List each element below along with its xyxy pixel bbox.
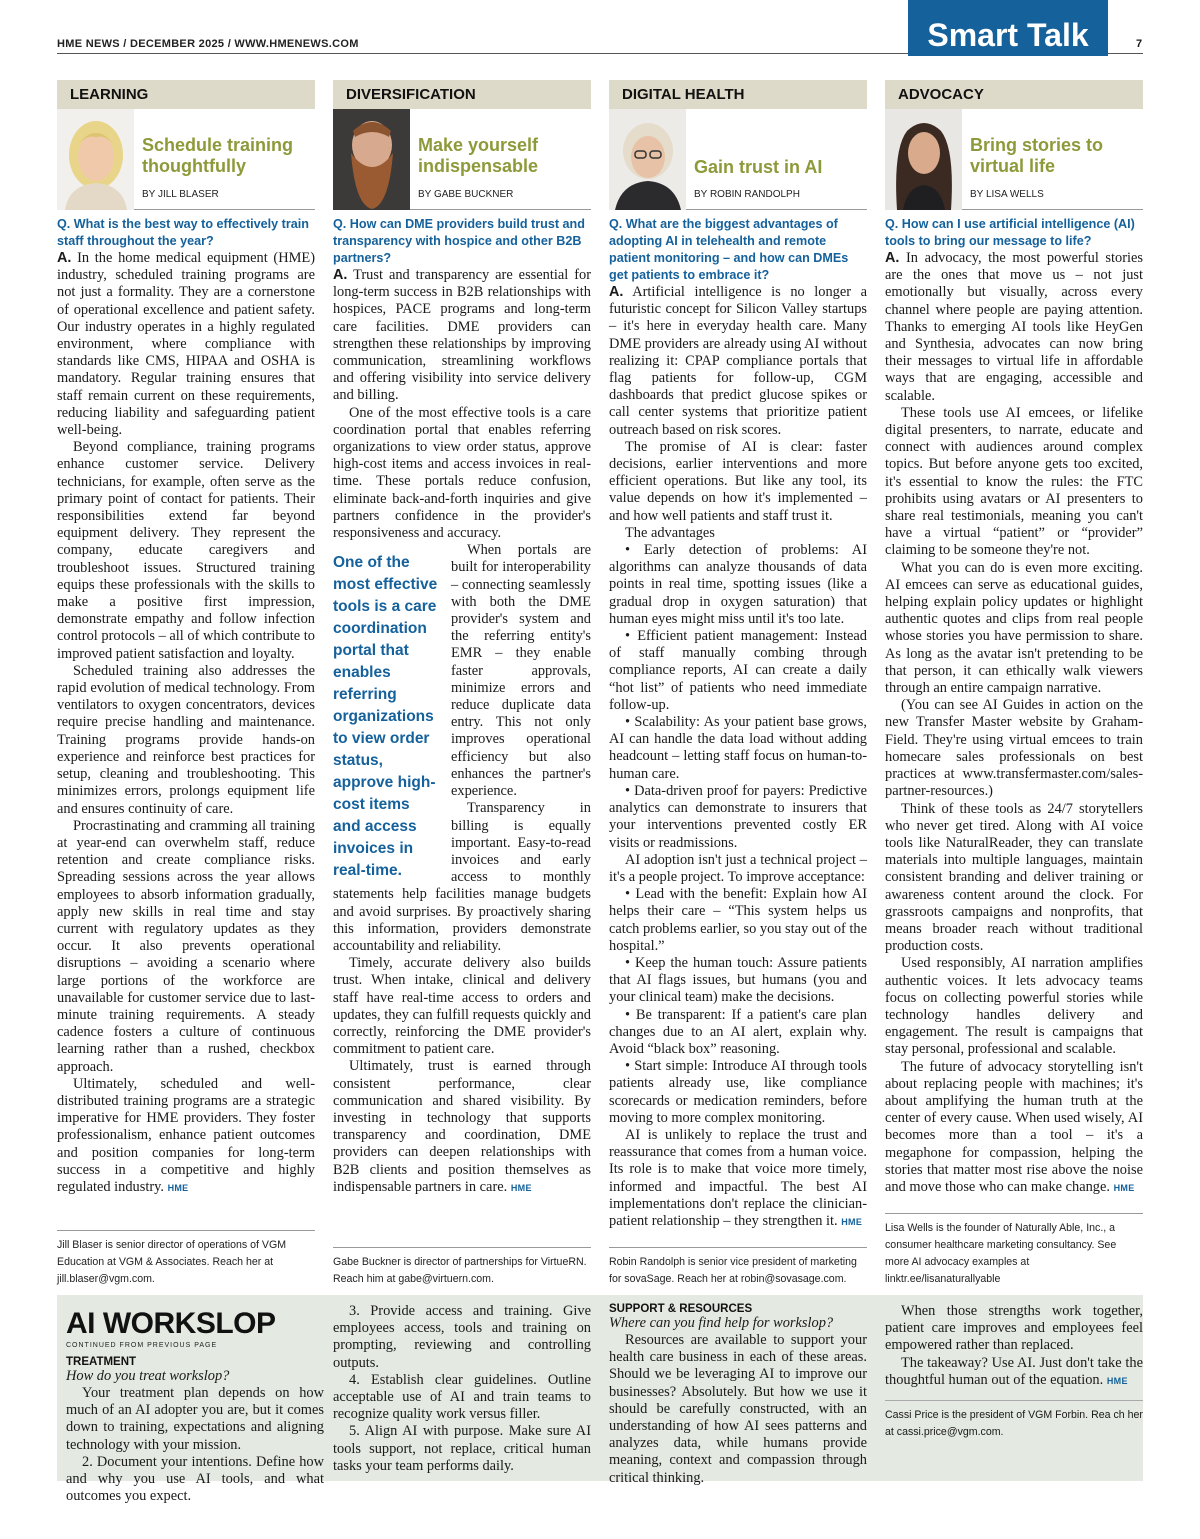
- paragraph: (You can see AI Guides in action on the new Transfer Master website by Graham-Field. They're using virtual emcees to train homecare sales professionals on best practices at www.transfermaster.com/sales-partner-resources.): [885, 697, 1143, 800]
- hme-end-mark: HME: [841, 1216, 863, 1227]
- article-headline: Make yourself indispensable: [418, 135, 539, 176]
- author-bio: Gabe Buckner is director of partnerships for VirtueRN. Reach him at gabe@virtuern.com.: [333, 1247, 591, 1288]
- article-header: [885, 109, 1143, 210]
- paragraph: 5. Align AI with purpose. Make sure AI tools support, not replace, critical human tasks your team performs daily.: [333, 1423, 591, 1474]
- workslop-box: [57, 1295, 1143, 1505]
- hme-end-mark: HME: [1113, 1182, 1135, 1193]
- paragraph: Ultimately, scheduled and well-distributed training programs are a strategic imperative for HME providers. They foster professionalism, enhance patient outcomes and position companies for long-term success in a competitive and highly regulated industry.: [57, 1075, 315, 1195]
- subhead-question: Where can you find help for workslop?: [609, 1315, 834, 1331]
- paragraph: • Efficient patient management: Instead of staff manually combing through compliance reports, AI can create a daily “hot list” of patients who need immediate follow-up.: [609, 628, 867, 713]
- workslop-title: AI WORKSLOP: [66, 1307, 276, 1340]
- paragraph: • Start simple: Introduce AI through tools patients already use, like compliance scorecards or medication reminders, before moving to more complex monitoring.: [609, 1058, 867, 1126]
- article-body: [609, 284, 867, 1231]
- paragraph: Ultimately, trust is earned through consistent performance, clear communication and shared visibility. By investing in technology that supports transparency and coordination, DME providers can deepen relationships with B2B clients and position themselves as indispensable partners in care.: [333, 1058, 591, 1195]
- paragraph: • Data-driven proof for payers: Predictive analytics can demonstrate to insurers that your interventions prevented costly ER visits or readmissions.: [609, 782, 867, 851]
- article-headline: Bring stories to virtual life: [970, 135, 1104, 176]
- article-headline: Gain trust in AI: [694, 157, 823, 177]
- author-photo: [57, 109, 134, 210]
- pull-quote: One of the most effective tools is a care coordination portal that enables referring organizations to view order status, approve high-cost items and access invoices in real-time.: [333, 554, 438, 880]
- paragraph: What you can do is even more exciting. AI emcees can serve as educational guides, helping explain policy updates or highlight authentic quotes and clips from real people whose stories you have permission to share. As long as the avatar isn't pretending to be that person, it can ethically walk viewers through an entire campaign narrative.: [885, 559, 1143, 697]
- category-label: LEARNING: [57, 80, 315, 109]
- author-bio: Jill Blaser is senior director of operations of VGM Education at VGM & Associates. Reach her at jill.blaser@vgm.com.: [57, 1230, 315, 1288]
- category-label: DIGITAL HEALTH: [609, 80, 867, 109]
- section-banner: Smart Talk: [908, 0, 1108, 56]
- article-body: [885, 250, 1143, 1197]
- paragraph: In advocacy, the most powerful stories are the ones that move us – not just emotionally but visually, across every channel where people are paying attention. Thanks to emerging AI tools like HeyGen and Synthesia, advocates can now bring their messages to virtual life in affordable ways that are engaging, accessible and scalable.: [885, 250, 1143, 404]
- paragraph: AI is unlikely to replace the trust and reassurance that comes from a human voice. Its role is to make that voice more timely, informed and impactful. The best AI implementations don't replace the clinician-patient relationship – they strengthen it.: [609, 1126, 867, 1229]
- paragraph: Artificial intelligence is no longer a futuristic concept for Silicon Valley startups – it's here in everyday health care. Many DME providers are already using AI without realizing it: CPAP compliance portals that flag patients for follow-up, CGM dashboards that predict glucose spikes or call center systems that prioritize patient outreach based on risk scores.: [609, 284, 868, 438]
- paragraph: One of the most effective tools is a care coordination portal that enables referring organizations to view order status, approve high-cost items and access invoices in real-time. These portals reduce confusion, eliminate back-and-forth inquiries and give partners confidence in the provider's responsiveness and accuracy.: [333, 404, 591, 542]
- subhead-support: SUPPORT & RESOURCES: [609, 1303, 753, 1315]
- paragraph: In the home medical equipment (HME) industry, scheduled training programs are not just a formality. They are a cornerstone of operational excellence and patient safety. Our industry operates in a highly regulated environment, where compliance with standards like CMS, HIPAA and OSHA is mandatory. Regular training ensures that staff remain current on these requirements, reducing liability and safeguarding patient well-being.: [57, 250, 315, 439]
- author-bio: Robin Randolph is senior vice president of marketing for sovaSage. Reach her at robin@sovasage.com.: [609, 1247, 867, 1288]
- answer-label: A.: [609, 284, 624, 300]
- article-header: [333, 109, 591, 210]
- masthead-line: HME NEWS / DECEMBER 2025 / WWW.HMENEWS.COM: [57, 38, 359, 50]
- continued-label: CONTINUED FROM PREVIOUS PAGE: [66, 1342, 218, 1349]
- question: Q. How can DME providers build trust and transparency with hospice and other B2B partners?: [333, 217, 585, 265]
- paragraph: Scheduled training also addresses the rapid evolution of medical technology. From ventilators to oxygen concentrators, devices require precise handling and maintenance. Training programs provide hands-on experience and reinforce best practices for setup, cleaning and troubleshooting. This minimizes errors, prolongs equipment life and ensures continuity of care.: [57, 662, 315, 817]
- hme-end-mark: HME: [1106, 1375, 1128, 1386]
- paragraph: 3. Provide access and training. Give employees access, tools and training on prompting, reviewing and controlling outputs.: [333, 1303, 591, 1371]
- paragraph: Timely, accurate delivery also builds trust. When intake, clinical and delivery staff have real-time access to orders and updates, they can fulfill requests quickly and correctly, reinforcing the DME provider's commitment to patient care.: [333, 955, 591, 1058]
- paragraph: Transparency in billing is equally important. Easy-to-read invoices and early access to monthly statements help facilities manage budgets and avoid surprises. By proactively sharing this information, providers demonstrate accountability and reliability.: [333, 800, 591, 954]
- question: Q. What is the best way to effectively train staff throughout the year?: [57, 217, 309, 248]
- answer-label: A.: [885, 250, 900, 266]
- paragraph: When those strengths work together, patient care improves and employees feel empowered rather than replaced.: [885, 1303, 1143, 1354]
- byline: BY LISA WELLS: [970, 189, 1044, 200]
- workslop-column-2: [333, 1303, 591, 1475]
- paragraph: • Scalability: As your patient base grows, AI can handle the data load without adding headcount – letting staff focus on human-to-human care.: [609, 714, 867, 782]
- article-body: [57, 250, 315, 1197]
- answer-label: A.: [333, 267, 348, 283]
- subhead-question: How do you treat workslop?: [66, 1368, 230, 1384]
- paragraph: Your treatment plan depends on how much of an AI adopter you are, but it comes down to training, expectations and aligning technology with your mission.: [66, 1385, 324, 1453]
- byline: BY GABE BUCKNER: [418, 189, 514, 200]
- paragraph: 4. Establish clear guidelines. Outline acceptable use of AI and train teams to recognize quality work versus filler.: [333, 1371, 591, 1423]
- paragraph: Procrastinating and cramming all training at year-end can overwhelm staff, reduce retention and create compliance risks. Spreading sessions across the year allows employees to absorb information gradually, apply new skills in real time and stay current with regulatory updates as they occur. It also prevents operational disruptions – avoiding a scenario where large portions of the workforce are unavailable for customer service due to last-minute training requirements. A steady cadence fosters a culture of continuous learning rather than a rushed, checkbox approach.: [57, 817, 315, 1075]
- article-header: [609, 109, 867, 210]
- author-bio: Lisa Wells is the founder of Naturally Able, Inc., a consumer healthcare marketing consultancy. See more AI advocacy examples at linktr.ee/lisanaturallyable: [885, 1213, 1143, 1288]
- paragraph: • Keep the human touch: Assure patients that AI flags issues, but humans (you and your clinical team) make the decisions.: [609, 954, 867, 1006]
- question: Q. How can I use artificial intelligence (AI) tools to bring our message to life?: [885, 217, 1135, 248]
- paragraph: Think of these tools as 24/7 storytellers who never get tired. Along with AI voice tools like NaturalReader, they can translate materials into multiple languages, maintain consistent branding and deliver training or awareness content around the clock. For grassroots campaigns and nonprofits, that means broader reach without traditional production costs.: [885, 800, 1143, 955]
- paragraph: Beyond compliance, training programs enhance customer service. Delivery technicians, for example, often serve as the primary point of contact for patients. Their responsibilities extend far beyond equipment delivery. They represent the company, educate caregivers and troubleshoot issues. Structured training equips these professionals with the skills to make a positive first impression, demonstrate empathy and follow infection control protocols – all of which contribute to improved patient satisfaction and loyalty.: [57, 439, 315, 662]
- category-label: ADVOCACY: [885, 80, 1143, 109]
- hme-end-mark: HME: [167, 1182, 189, 1193]
- column-diversification: [333, 80, 591, 1197]
- paragraph: • Lead with the benefit: Explain how AI helps their care – “This system helps us catch problems earlier, so you stay out of the hospital.”: [609, 886, 867, 954]
- author-bio: Cassi Price is the president of VGM Forbin. Rea ch her at cassi.price@vgm.com.: [885, 1400, 1143, 1441]
- paragraph: The takeaway? Use AI. Just don't take the thoughtful human out of the equation.: [885, 1354, 1143, 1388]
- paragraph: • Be transparent: If a patient's care plan changes due to an AI alert, explain why. Avoid “black box” reasoning.: [609, 1006, 867, 1057]
- subhead-treatment: TREATMENT: [66, 1356, 137, 1368]
- byline: BY JILL BLASER: [142, 189, 219, 200]
- workslop-column-4: [885, 1303, 1143, 1441]
- question: Q. What are the biggest advantages of adopting AI in telehealth and remote patient monitoring – and how can DMEs get patients to embrace it?: [609, 217, 849, 282]
- workslop-column-1: [66, 1303, 324, 1505]
- paragraph: These tools use AI emcees, or lifelike digital presenters, to narrate, educate and connect with audiences around complex topics. But before anyone gets too excited, it's essential to know the rules: the FTC prohibits using avatars or AI presenters to share real testimonials, meaning you can't have a virtual “patient” or “provider” claiming to be someone they're not.: [885, 404, 1143, 559]
- paragraph: 2. Document your intentions. Define how and why you use AI tools, and what outcomes you expect.: [66, 1453, 324, 1505]
- paragraph: Resources are available to support your health care business in each of these areas. Should we be leveraging AI to improve our businesses? Absolutely. But how we use it should be carefully constructed, with an understanding of how AI sees patterns and analyzes data, while humans provide meaning, context and compassion through critical thinking.: [609, 1332, 867, 1486]
- paragraph: AI adoption isn't just a technical project – it's a people project. To improve acceptance:: [609, 851, 867, 885]
- column-learning: [57, 80, 315, 1197]
- article-body: [333, 267, 591, 1197]
- author-photo: [609, 109, 686, 210]
- article-header: [57, 109, 315, 210]
- paragraph: The promise of AI is clear: faster decisions, earlier interventions and more efficient operations. But like any tool, its value depends on how it's implemented – and how well patients and staff trust it.: [609, 438, 867, 524]
- article-headline: Schedule training thoughtfully: [142, 135, 294, 176]
- paragraph: The advantages: [625, 524, 715, 541]
- answer-label: A.: [57, 250, 72, 266]
- workslop-column-3: [609, 1303, 867, 1487]
- paragraph: When portals are built for interoperability – connecting seamlessly with both the DME provider's system and the referring entity's EMR – they enable faster approvals, minimize errors and reduce duplicate data entry. This not only improves operational efficiency but also enhances the partner's experience.: [451, 542, 591, 800]
- paragraph: Used responsibly, AI narration amplifies authentic voices. It lets advocacy teams focus on collecting powerful stories while technology handles delivery and engagement. The result is campaigns that stay personal, professional and scalable.: [885, 955, 1143, 1058]
- paragraph: Trust and transparency are essential for long-term success in B2B relationships with hospices, PACE programs and long-term care facilities. DME providers can strengthen these relationships by improving communication, streamlining workflows and offering visibility into service delivery and billing.: [333, 267, 591, 404]
- paragraph: • Early detection of problems: AI algorithms can analyze thousands of data points in real time, spotting issues (like a gradual drop in oxygen saturation) that human eyes might miss until it's too late.: [609, 542, 867, 627]
- author-photo: [885, 109, 962, 210]
- paragraph: The future of advocacy storytelling isn't about replacing people with machines; it's about amplifying the human truth at the center of every cause. When used wisely, AI becomes more than a tool – it's a megaphone for compassion, helping the stories that matter most rise above the noise and move those who can make change.: [885, 1058, 1143, 1195]
- author-photo: [333, 109, 410, 210]
- hme-end-mark: HME: [510, 1182, 532, 1193]
- column-advocacy: [885, 80, 1143, 1197]
- column-digital-health: [609, 80, 867, 1231]
- category-label: DIVERSIFICATION: [333, 80, 591, 109]
- page-number: 7: [1136, 38, 1143, 50]
- byline: BY ROBIN RANDOLPH: [694, 189, 800, 200]
